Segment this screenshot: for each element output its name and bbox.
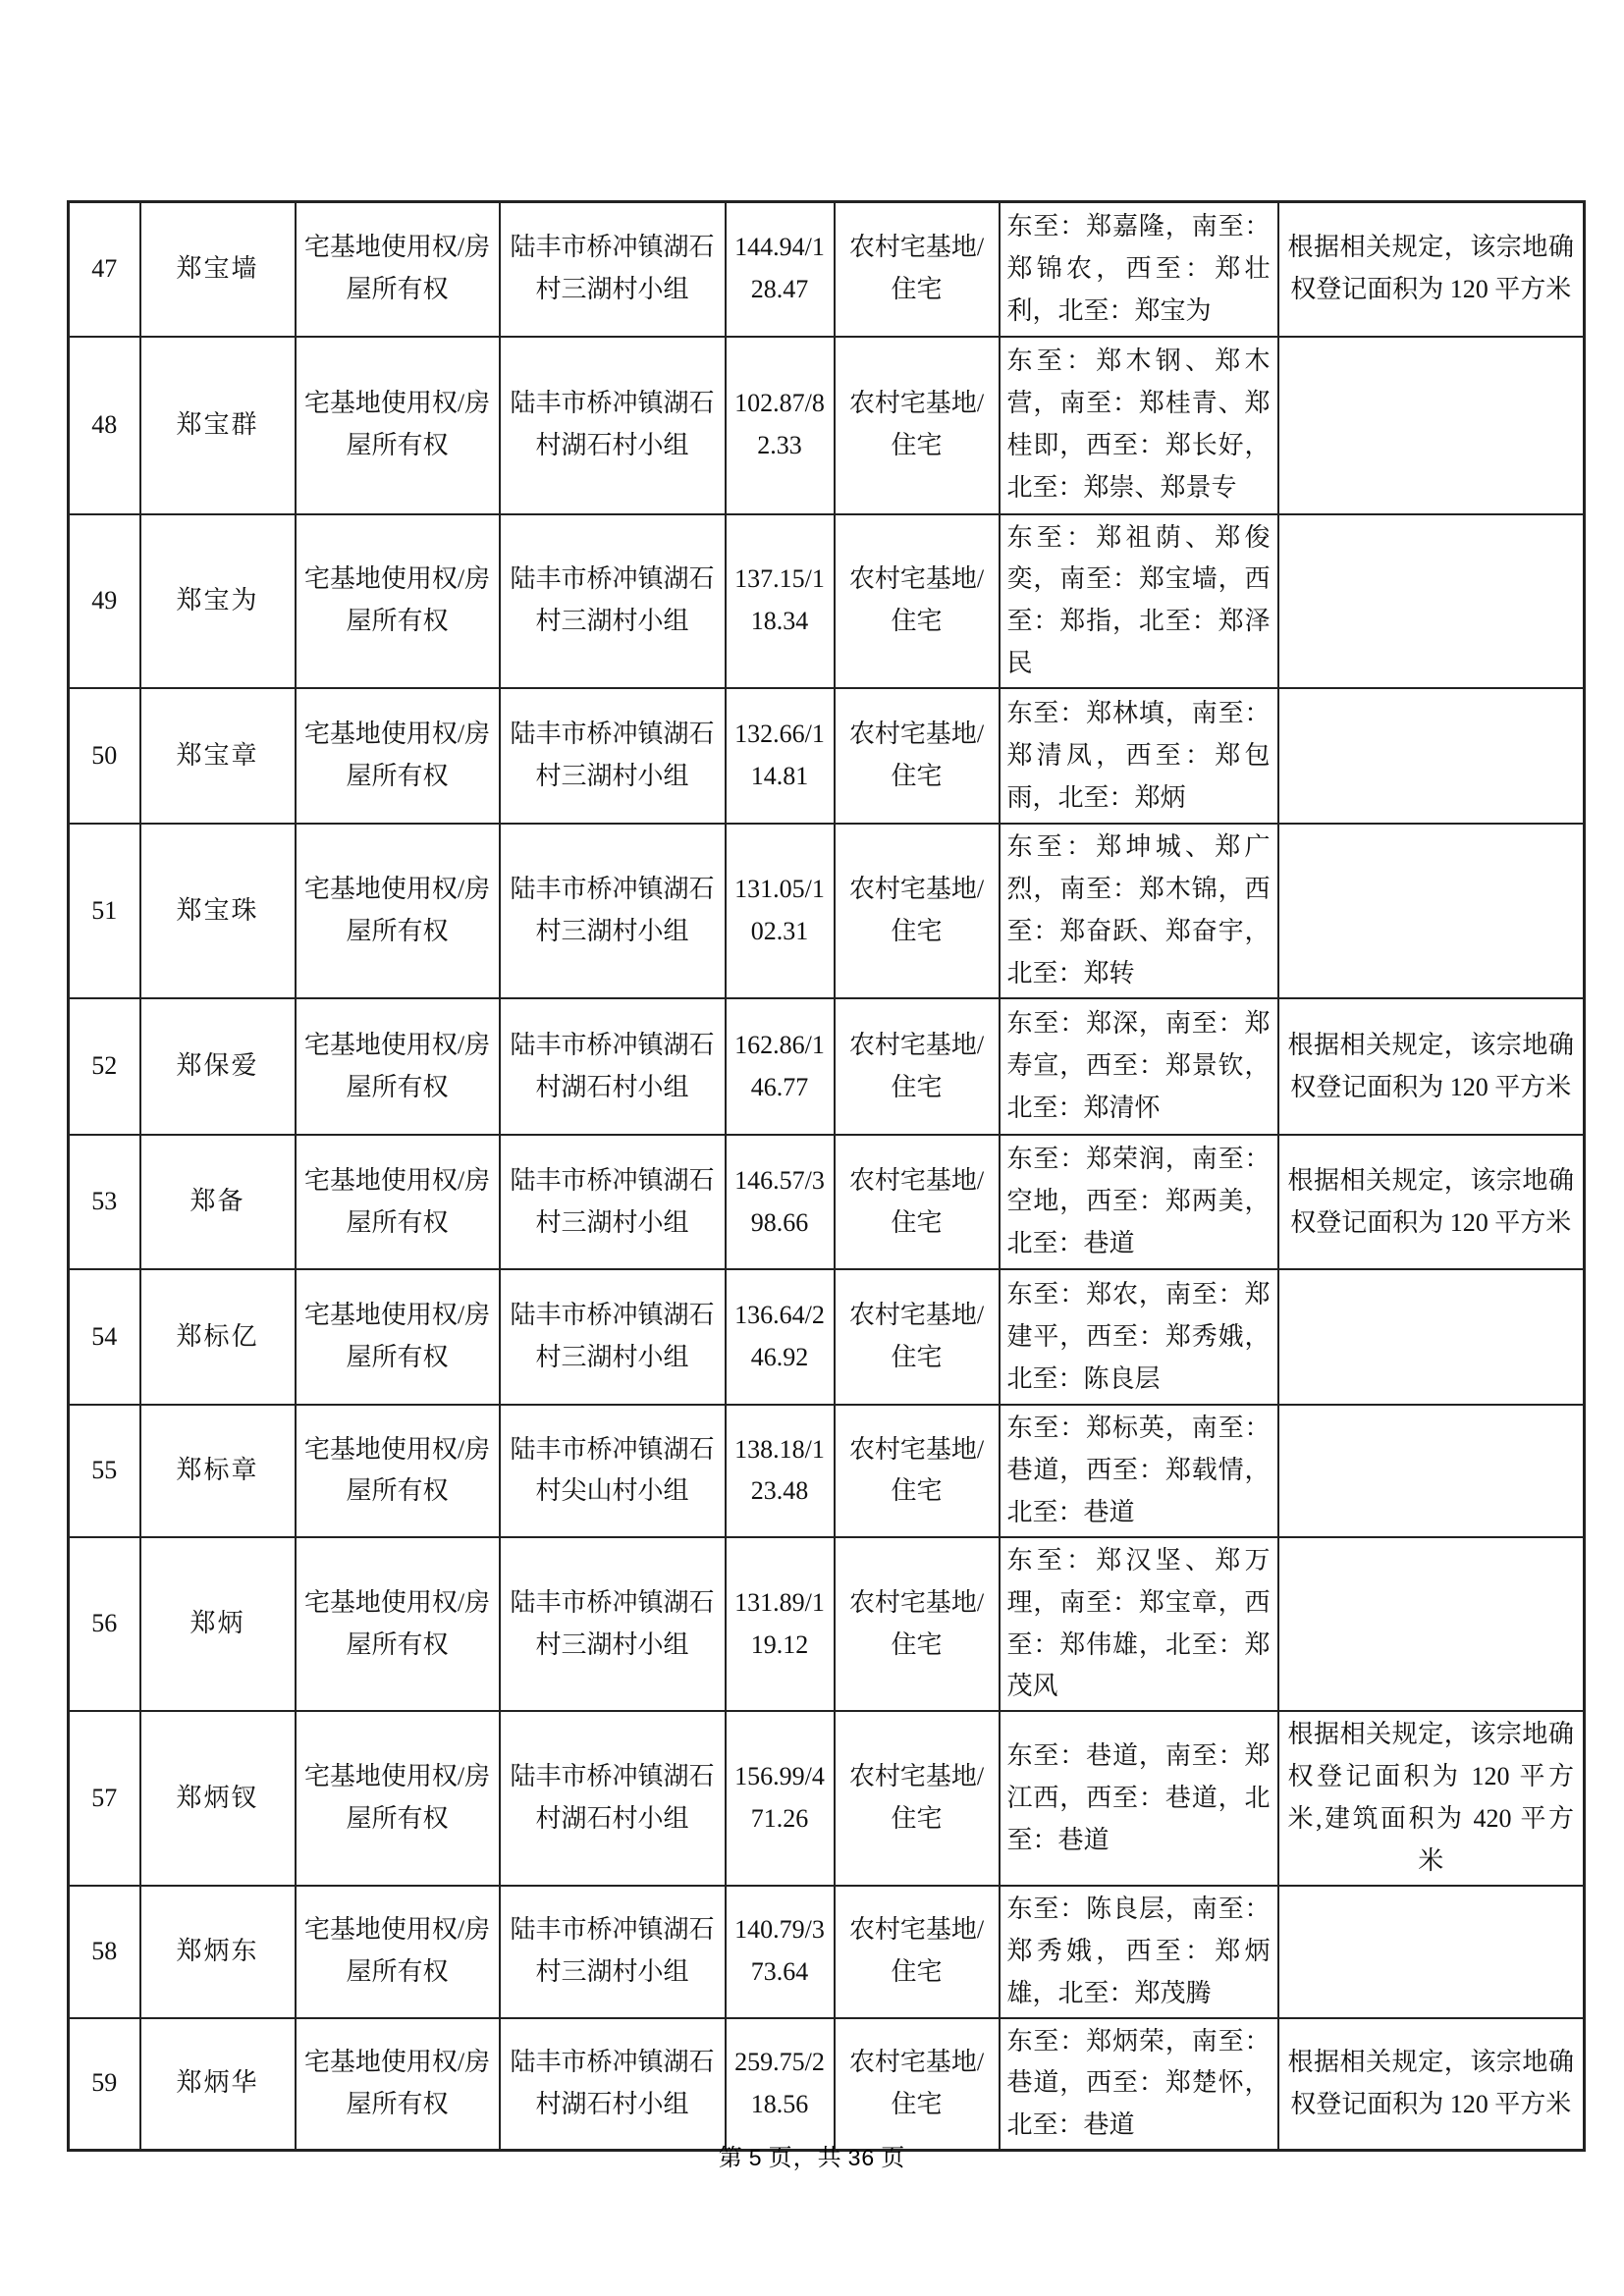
- boundaries-cell: 东至：郑深，南至：郑寿宣，西至：郑景钦，北至：郑清怀: [1000, 998, 1278, 1135]
- row-number-cell: 54: [69, 1269, 140, 1405]
- table-row: [69, 688, 1585, 824]
- area-cell: 136.64/246.92: [726, 1269, 835, 1405]
- area-cell: 144.94/128.47: [726, 202, 835, 337]
- owner-name-cell: 郑炳华: [140, 2018, 296, 2151]
- table-row: [69, 1537, 1585, 1712]
- location-cell: 陆丰市桥冲镇湖石村湖石村小组: [500, 1711, 726, 1886]
- rights-type-cell: 宅基地使用权/房屋所有权: [296, 1135, 500, 1269]
- usage-cell: 农村宅基地/住宅: [835, 824, 1000, 998]
- table-row: [69, 337, 1585, 514]
- area-cell: 162.86/146.77: [726, 998, 835, 1135]
- area-cell: 138.18/123.48: [726, 1405, 835, 1537]
- owner-name-cell: 郑保爱: [140, 998, 296, 1135]
- remarks-cell: [1278, 337, 1585, 514]
- rights-type-cell: 宅基地使用权/房屋所有权: [296, 824, 500, 998]
- usage-cell: 农村宅基地/住宅: [835, 1886, 1000, 2018]
- rights-type-cell: 宅基地使用权/房屋所有权: [296, 1405, 500, 1537]
- page-number: 5: [748, 2145, 763, 2170]
- remarks-cell: 根据相关规定，该宗地确权登记面积为 120 平方米: [1278, 2018, 1585, 2151]
- table-row: [69, 1269, 1585, 1405]
- remarks-cell: [1278, 824, 1585, 998]
- area-cell: 259.75/218.56: [726, 2018, 835, 2151]
- usage-cell: 农村宅基地/住宅: [835, 2018, 1000, 2151]
- row-number-cell: 57: [69, 1711, 140, 1886]
- table-row: [69, 202, 1585, 337]
- location-cell: 陆丰市桥冲镇湖石村三湖村小组: [500, 1886, 726, 2018]
- owner-name-cell: 郑宝群: [140, 337, 296, 514]
- row-number-cell: 47: [69, 202, 140, 337]
- table-row: [69, 998, 1585, 1135]
- location-cell: 陆丰市桥冲镇湖石村三湖村小组: [500, 688, 726, 824]
- boundaries-cell: 东至：巷道，南至：郑江西，西至：巷道，北至：巷道: [1000, 1711, 1278, 1886]
- rights-type-cell: 宅基地使用权/房屋所有权: [296, 1537, 500, 1712]
- rights-type-cell: 宅基地使用权/房屋所有权: [296, 1886, 500, 2018]
- usage-cell: 农村宅基地/住宅: [835, 1711, 1000, 1886]
- remarks-cell: [1278, 1269, 1585, 1405]
- rights-type-cell: 宅基地使用权/房屋所有权: [296, 1711, 500, 1886]
- remarks-cell: 根据相关规定，该宗地确权登记面积为 120 平方米,建筑面积为 420 平方米: [1278, 1711, 1585, 1886]
- table-row: [69, 1886, 1585, 2018]
- boundaries-cell: 东至：郑林填，南至：郑清凤，西至：郑包雨，北至：郑炳: [1000, 688, 1278, 824]
- rights-type-cell: 宅基地使用权/房屋所有权: [296, 337, 500, 514]
- location-cell: 陆丰市桥冲镇湖石村湖石村小组: [500, 2018, 726, 2151]
- row-number-cell: 59: [69, 2018, 140, 2151]
- remarks-cell: [1278, 1886, 1585, 2018]
- owner-name-cell: 郑宝为: [140, 514, 296, 689]
- usage-cell: 农村宅基地/住宅: [835, 1537, 1000, 1712]
- remarks-cell: 根据相关规定，该宗地确权登记面积为 120 平方米: [1278, 1135, 1585, 1269]
- table-row: [69, 824, 1585, 998]
- boundaries-cell: 东至：郑嘉隆，南至：郑锦农，西至：郑壮利，北至：郑宝为: [1000, 202, 1278, 337]
- page-footer-middle: 页，共: [768, 2146, 842, 2171]
- owner-name-cell: 郑宝章: [140, 688, 296, 824]
- location-cell: 陆丰市桥冲镇湖石村三湖村小组: [500, 1135, 726, 1269]
- owner-name-cell: 郑标亿: [140, 1269, 296, 1405]
- owner-name-cell: 郑炳东: [140, 1886, 296, 2018]
- owner-name-cell: 郑宝墙: [140, 202, 296, 337]
- location-cell: 陆丰市桥冲镇湖石村三湖村小组: [500, 1537, 726, 1712]
- boundaries-cell: 东至：郑荣润，南至：空地，西至：郑两美，北至：巷道: [1000, 1135, 1278, 1269]
- boundaries-cell: 东至：郑农，南至：郑建平，西至：郑秀娥，北至：陈良层: [1000, 1269, 1278, 1405]
- remarks-cell: [1278, 1537, 1585, 1712]
- rights-type-cell: 宅基地使用权/房屋所有权: [296, 1269, 500, 1405]
- boundaries-cell: 东至：郑标英，南至：巷道，西至：郑载情，北至：巷道: [1000, 1405, 1278, 1537]
- rights-type-cell: 宅基地使用权/房屋所有权: [296, 514, 500, 689]
- area-cell: 131.89/119.12: [726, 1537, 835, 1712]
- table-row: [69, 514, 1585, 689]
- area-cell: 137.15/118.34: [726, 514, 835, 689]
- row-number-cell: 51: [69, 824, 140, 998]
- location-cell: 陆丰市桥冲镇湖石村三湖村小组: [500, 514, 726, 689]
- remarks-cell: 根据相关规定，该宗地确权登记面积为 120 平方米: [1278, 202, 1585, 337]
- area-cell: 156.99/471.26: [726, 1711, 835, 1886]
- row-number-cell: 53: [69, 1135, 140, 1269]
- boundaries-cell: 东至：郑炳荣，南至：巷道，西至：郑楚怀，北至：巷道: [1000, 2018, 1278, 2151]
- table-row: [69, 1135, 1585, 1269]
- usage-cell: 农村宅基地/住宅: [835, 998, 1000, 1135]
- row-number-cell: 50: [69, 688, 140, 824]
- row-number-cell: 58: [69, 1886, 140, 2018]
- remarks-cell: [1278, 1405, 1585, 1537]
- owner-name-cell: 郑炳: [140, 1537, 296, 1712]
- remarks-cell: [1278, 514, 1585, 689]
- area-cell: 131.05/102.31: [726, 824, 835, 998]
- page-footer: [0, 2138, 1624, 2172]
- land-registration-table: [67, 200, 1586, 2152]
- owner-name-cell: 郑标章: [140, 1405, 296, 1537]
- owner-name-cell: 郑宝珠: [140, 824, 296, 998]
- area-cell: 140.79/373.64: [726, 1886, 835, 2018]
- usage-cell: 农村宅基地/住宅: [835, 202, 1000, 337]
- rights-type-cell: 宅基地使用权/房屋所有权: [296, 688, 500, 824]
- row-number-cell: 49: [69, 514, 140, 689]
- boundaries-cell: 东至：郑坤城、郑广烈，南至：郑木锦，西至：郑奋跃、郑奋宇，北至：郑转: [1000, 824, 1278, 998]
- usage-cell: 农村宅基地/住宅: [835, 337, 1000, 514]
- usage-cell: 农村宅基地/住宅: [835, 1135, 1000, 1269]
- location-cell: 陆丰市桥冲镇湖石村三湖村小组: [500, 824, 726, 998]
- usage-cell: 农村宅基地/住宅: [835, 688, 1000, 824]
- row-number-cell: 52: [69, 998, 140, 1135]
- remarks-cell: 根据相关规定，该宗地确权登记面积为 120 平方米: [1278, 998, 1585, 1135]
- usage-cell: 农村宅基地/住宅: [835, 1405, 1000, 1537]
- location-cell: 陆丰市桥冲镇湖石村湖石村小组: [500, 337, 726, 514]
- boundaries-cell: 东至：郑汉坚、郑万理，南至：郑宝章，西至：郑伟雄，北至：郑茂风: [1000, 1537, 1278, 1712]
- page-footer-prefix: 第: [718, 2146, 743, 2171]
- location-cell: 陆丰市桥冲镇湖石村湖石村小组: [500, 998, 726, 1135]
- owner-name-cell: 郑备: [140, 1135, 296, 1269]
- rights-type-cell: 宅基地使用权/房屋所有权: [296, 202, 500, 337]
- location-cell: 陆丰市桥冲镇湖石村尖山村小组: [500, 1405, 726, 1537]
- table-row: [69, 1711, 1585, 1886]
- boundaries-cell: 东至：郑祖荫、郑俊奕，南至：郑宝墙，西至：郑指，北至：郑泽民: [1000, 514, 1278, 689]
- row-number-cell: 56: [69, 1537, 140, 1712]
- usage-cell: 农村宅基地/住宅: [835, 514, 1000, 689]
- owner-name-cell: 郑炳钗: [140, 1711, 296, 1886]
- rights-type-cell: 宅基地使用权/房屋所有权: [296, 998, 500, 1135]
- area-cell: 132.66/114.81: [726, 688, 835, 824]
- table-row: [69, 1405, 1585, 1537]
- row-number-cell: 48: [69, 337, 140, 514]
- table-row: [69, 2018, 1585, 2151]
- boundaries-cell: 东至：郑木钢、郑木营，南至：郑桂青、郑桂即，西至：郑长好，北至：郑崇、郑景专: [1000, 337, 1278, 514]
- usage-cell: 农村宅基地/住宅: [835, 1269, 1000, 1405]
- area-cell: 102.87/82.33: [726, 337, 835, 514]
- area-cell: 146.57/398.66: [726, 1135, 835, 1269]
- boundaries-cell: 东至：陈良层，南至：郑秀娥，西至：郑炳雄，北至：郑茂腾: [1000, 1886, 1278, 2018]
- remarks-cell: [1278, 688, 1585, 824]
- location-cell: 陆丰市桥冲镇湖石村三湖村小组: [500, 202, 726, 337]
- rights-type-cell: 宅基地使用权/房屋所有权: [296, 2018, 500, 2151]
- total-pages: 36: [847, 2145, 876, 2170]
- page-footer-suffix: 页: [881, 2146, 906, 2171]
- location-cell: 陆丰市桥冲镇湖石村三湖村小组: [500, 1269, 726, 1405]
- row-number-cell: 55: [69, 1405, 140, 1537]
